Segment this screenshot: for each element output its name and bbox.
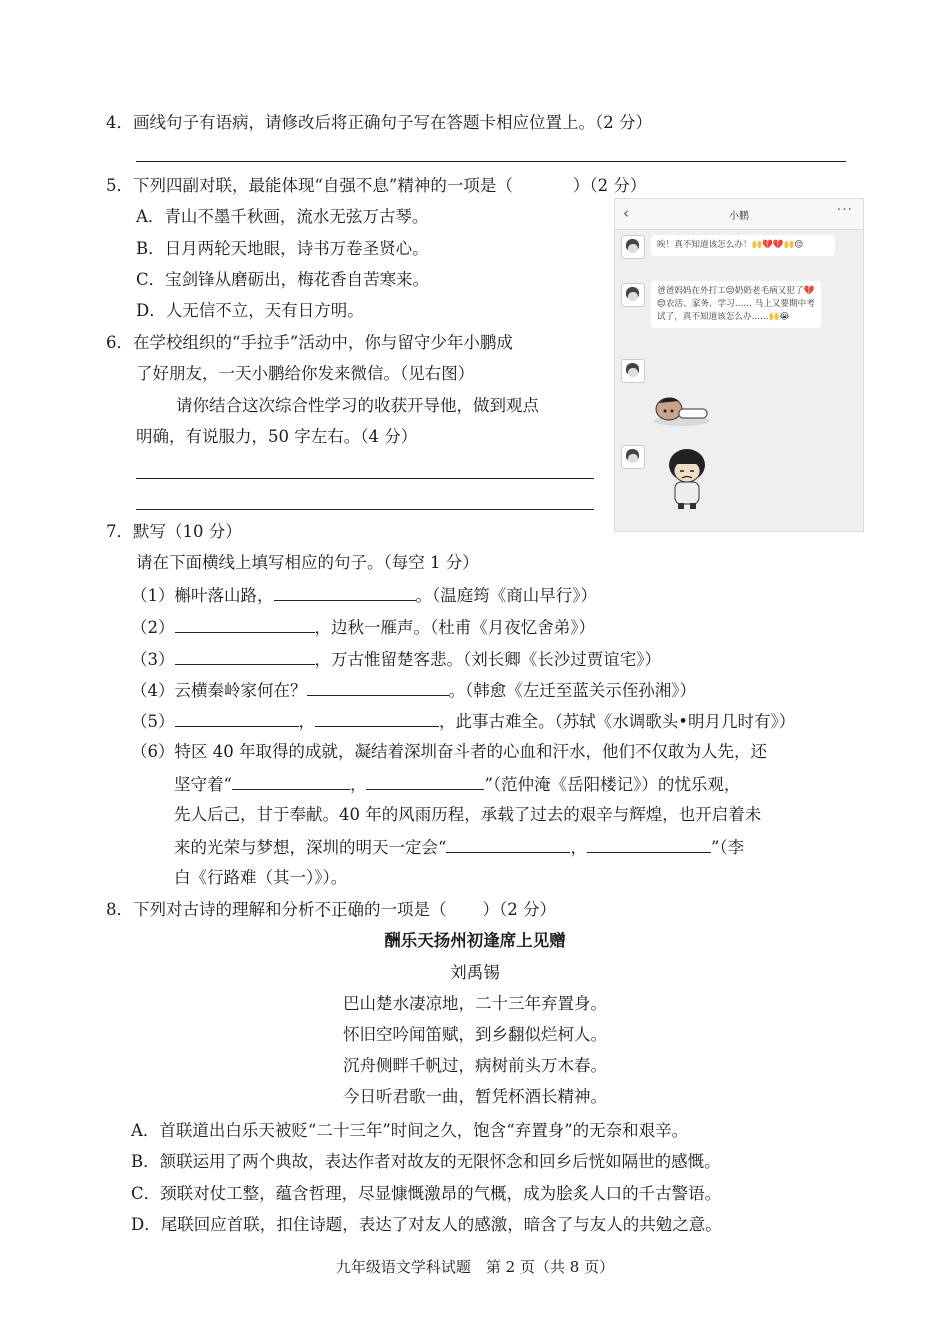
q7-item-4-source: 。（韩愈《左迁至蓝关示侄孙湘》） — [448, 681, 696, 700]
crying-sticker-icon — [663, 447, 711, 511]
q7-item-5-prefix: （5） — [131, 712, 175, 731]
emphasis-char: 正 — [331, 900, 348, 919]
q8-stem-b: 的一项是（ — [364, 900, 447, 919]
q7-item-6-line1: （6）特区 40 年取得的成就，凝结着深圳奋斗者的心血和汗水，他们不仅敢为人先，还 — [131, 742, 767, 761]
q7-item-1 — [131, 584, 597, 607]
q7-item-6-l4-comma: ， — [570, 838, 587, 857]
q7-item-4 — [131, 679, 696, 702]
q7-item-5-comma: ， — [298, 712, 315, 731]
q8-option-a: A．首联道出白乐天被贬“二十三年”时间之久，饱含“弃置身”的无奈和艰辛。 — [131, 1121, 689, 1140]
q5-stem-b: ）（2 分） — [572, 176, 647, 195]
q7-item-6-l2-source: ”（范仲淹《岳阳楼记》）的忧乐观， — [484, 775, 741, 794]
q6-line4: 明确，有说服力，50 字左右。（4 分） — [136, 427, 418, 446]
q7-item-2-source: ，边秋一雁声。（杜甫《月夜忆舍弟》） — [314, 618, 595, 637]
q6-answer-line-1 — [136, 478, 594, 479]
page-footer: 九年级语文学科试题 第 2 页（共 8 页） — [335, 1258, 615, 1276]
q7-item-2-prefix: （2） — [131, 618, 175, 637]
q5-stem — [106, 175, 646, 197]
wechat-screenshot — [614, 198, 864, 532]
q7-instruction: 请在下面横线上填写相应的句子。（每空 1 分） — [136, 553, 479, 572]
poem-line-4: 今日听君歌一曲，暂凭杯酒长精神。 — [343, 1087, 607, 1106]
fill-blank[interactable] — [175, 710, 299, 727]
fill-blank[interactable] — [307, 679, 449, 696]
q6-line2: 了好朋友，一天小鹏给你发来微信。（见右图） — [136, 364, 475, 383]
q4-text: 4．画线句子有语病，请修改后将正确句子写在答题卡相应位置上。（2 分） — [106, 113, 652, 132]
q8-stem — [106, 899, 556, 921]
q8-stem-a: 8．下列对古诗的理解和分析 — [106, 900, 315, 919]
q7-item-3-source: ，万古惟留楚客悲。（刘长卿《长沙过贾谊宅》） — [314, 650, 661, 669]
avatar — [621, 283, 645, 307]
q6-answer-line-2 — [136, 509, 594, 510]
fill-blank[interactable] — [587, 836, 711, 853]
q7-item-3-prefix: （3） — [131, 650, 175, 669]
q7-item-1-prefix: （1）槲叶落山路， — [131, 586, 274, 605]
q7-item-6-line4 — [174, 836, 744, 859]
chat-title-bar — [615, 199, 863, 230]
q5-option-a: A．青山不墨千秋画，流水无弦万古琴。 — [136, 207, 429, 226]
poem-line-2: 怀旧空吟闻笛赋，到乡翻似烂柯人。 — [343, 1025, 607, 1044]
q7-item-6-l2-prefix: 坚守着“ — [174, 775, 232, 794]
emphasis-char: 不 — [314, 900, 331, 919]
avatar — [621, 445, 645, 469]
q5-option-c: C．宝剑锋从磨砺出，梅花香自苦寒来。 — [136, 270, 430, 289]
q5-option-d: D．人无信不立，天有日方明。 — [136, 301, 364, 320]
more-icon: ··· — [836, 202, 853, 218]
q7-item-5-source: ，此事古难全。（苏轼《水调歌头•明月几时有》） — [439, 712, 796, 731]
emphasis-char: 确 — [347, 900, 364, 919]
q5-stem-a: 5．下列四副对联，最能体现“自强不息”精神的一项是（ — [106, 176, 513, 195]
poem-title: 酬乐天扬州初逢席上见赠 — [384, 931, 566, 950]
q7-item-6-l4-source: ”（李 — [710, 838, 745, 857]
back-icon: ‹ — [623, 204, 629, 222]
q7-item-2 — [131, 616, 595, 639]
lying-down-sticker-icon — [651, 389, 713, 429]
fill-blank[interactable] — [175, 648, 315, 665]
fill-blank[interactable] — [175, 616, 315, 633]
q7-item-3 — [131, 648, 661, 671]
poem-line-3: 沉舟侧畔千帆过，病树前头万木春。 — [343, 1056, 607, 1075]
avatar — [621, 359, 645, 383]
q7-item-6-l2-comma: ， — [349, 775, 367, 794]
q5-option-b: B．日月两轮天地眼，诗书万卷圣贤心。 — [136, 239, 429, 258]
fill-blank[interactable] — [232, 773, 350, 790]
q7-item-6-line3: 先人后己，甘于奉献。40 年的风雨历程，承载了过去的艰辛与辉煌，也开启着未 — [174, 805, 762, 824]
fill-blank[interactable] — [446, 836, 570, 853]
fill-blank[interactable] — [274, 584, 416, 601]
fill-blank[interactable] — [366, 773, 484, 790]
q8-option-c: C．颈联对仗工整，蕴含哲理，尽显慷慨激昂的气概，成为脍炙人口的千古警语。 — [131, 1184, 722, 1203]
q6-line1: 6．在学校组织的“手拉手”活动中，你与留守少年小鹏成 — [106, 333, 513, 352]
chat-message-1: 唉！真不知道该怎么办！🙌💔💔🙌😔 — [651, 235, 835, 256]
avatar — [621, 235, 645, 259]
q6-line3: 请你结合这次综合性学习的收获开导他，做到观点 — [176, 396, 539, 415]
q8-option-d: D．尾联回应首联，扣住诗题，表达了对友人的感激，暗含了与友人的共勉之意。 — [131, 1215, 722, 1234]
q7-item-4-prefix: （4）云横秦岭家何在？ — [131, 681, 307, 700]
q7-item-1-source: 。（温庭筠《商山早行》） — [415, 586, 597, 605]
poem-line-1: 巴山楚水凄凉地，二十三年弃置身。 — [343, 994, 607, 1013]
q7-item-6-line2 — [174, 773, 740, 796]
q7-item-6-line5: 白《行路难（其一）》）。 — [174, 868, 348, 887]
chat-message-2: 爸爸妈妈在外打工😔奶奶老毛病又犯了💔😔农活、家务、学习…… 马上又要期中考试了，真不知道该怎么办……🙌😭 — [651, 281, 821, 328]
fill-blank[interactable] — [315, 710, 439, 727]
q7-item-5 — [131, 710, 795, 733]
q4-answer-line — [136, 161, 846, 162]
q7-item-6-l4-prefix: 来的光荣与梦想，深圳的明天一定会“ — [174, 838, 447, 857]
chat-title: 小鹏 — [729, 211, 749, 222]
q8-option-b: B．颔联运用了两个典故，表达作者对故友的无限怀念和回乡后恍如隔世的感慨。 — [131, 1152, 721, 1171]
q8-stem-c: ）（2 分） — [482, 900, 556, 919]
poem-author: 刘禹锡 — [450, 963, 500, 982]
q7-title: 7．默写（10 分） — [106, 522, 242, 541]
